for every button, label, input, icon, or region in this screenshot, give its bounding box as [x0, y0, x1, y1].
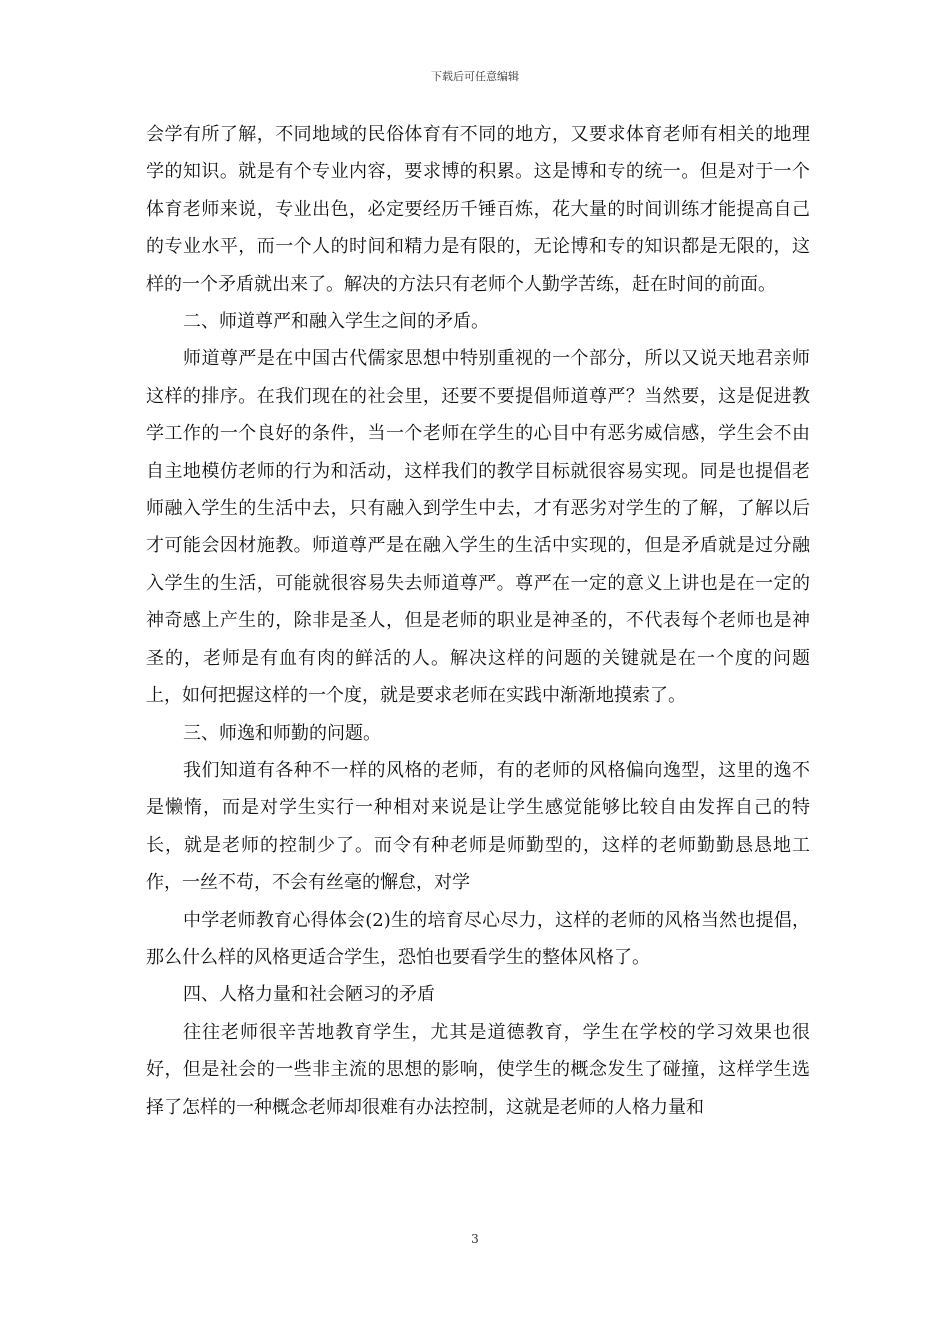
body-paragraph: 师道尊严是在中国古代儒家思想中特别重视的一个部分，所以又说天地君亲师这样的排序。在我们现在的社会里，还要不要提倡师道尊严？当然要，这是促进教学工作的一个良好的条件，当一个老师在学生的心目中有恶劣威信感，学生会不由自主地模仿老师的行为和活动，这样我们的教学目标就很容易实现。同是也提倡老师融入学生的生活中去，只有融入到学生中去，才有恶劣对学生的了解，了解以后才可能会因材施教。师道尊严是在融入学生的生活中实现的，但是矛盾就是过分融入学生的生活，可能就很容易失去师道尊严。尊严在一定的意义上讲也是在一定的神奇感上产生的，除非是圣人，但是老师的职业是神圣的，不代表每个老师也是神圣的，老师是有血有肉的鲜活的人。解决这样的问题的关键就是在一个度的问题上，如何把握这样的一个度，就是要求老师在实践中渐渐地摸索了。 — [146, 348, 810, 707]
body-paragraph: 中学老师教育心得体会(2)生的培育尽心尽力，这样的老师的风格当然也提倡，那么什么样的风格更适合学生，恐怕也要看学生的整体风格了。 — [146, 909, 810, 968]
section-heading: 三、师逸和师勤的问题。 — [183, 722, 381, 744]
section-heading: 四、人格力量和社会陋习的矛盾 — [183, 984, 435, 1006]
document-body — [146, 116, 810, 1126]
section-heading: 二、师道尊严和融入学生之间的矛盾。 — [183, 311, 489, 333]
page-header: 下载后可任意编辑 — [431, 70, 519, 83]
body-paragraph: 会学有所了解，不同地域的民俗体育有不同的地方，又要求体育老师有相关的地理学的知识。就是有个专业内容，要求博的积累。这是博和专的统一。但是对于一个体育老师来说，专业出色，必定要经历千锤百炼，花大量的时间训练才能提高自己的专业水平，而一个人的时间和精力是有限的，无论博和专的知识都是无限的，这样的一个矛盾就出来了。解决的方法只有老师个人勤学苦练，赶在时间的前面。 — [146, 124, 810, 295]
body-paragraph: 我们知道有各种不一样的风格的老师，有的老师的风格偏向逸型，这里的逸不是懒惰，而是对学生实行一种相对来说是让学生感觉能够比较自由发挥自己的特长，就是老师的控制少了。而令有种老师是师勤型的，这样的老师勤勤恳恳地工作，一丝不苟，不会有丝毫的懈怠，对学 — [146, 759, 810, 894]
body-paragraph: 往往老师很辛苦地教育学生，尤其是道德教育，学生在学校的学习效果也很好，但是社会的一些非主流的思想的影响，使学生的概念发生了碰撞，这样学生选择了怎样的一种概念老师却很难有办法控制，这就是老师的人格力量和 — [146, 1021, 810, 1118]
page-number: 3 — [471, 1232, 479, 1246]
